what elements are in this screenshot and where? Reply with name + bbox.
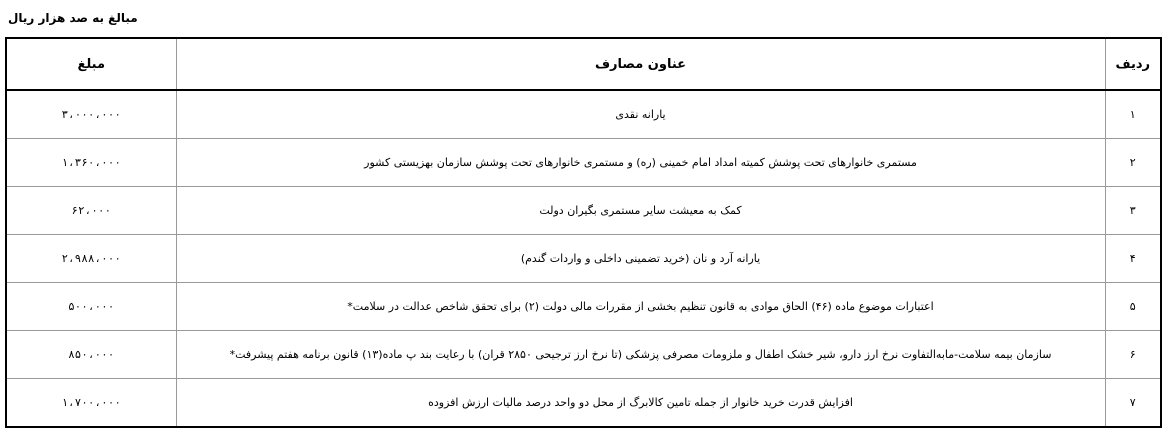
table-row (6, 283, 1161, 331)
header-title: عناون مصارف (176, 38, 1105, 90)
expenses-table (5, 37, 1162, 428)
row-index: ۵ (1105, 283, 1161, 331)
row-title: کمک به معیشت سایر مستمری بگیران دولت (176, 187, 1105, 235)
row-title: مستمری خانوارهای تحت پوشش کمیته امداد امام خمینی (ره) و مستمری خانوارهای تحت پوشش سازمان بهزیستی کشور (176, 139, 1105, 187)
row-index: ۶ (1105, 331, 1161, 379)
table-row (6, 187, 1161, 235)
row-amount: ۵۰۰،۰۰۰ (6, 283, 176, 331)
row-amount: ۳،۰۰۰،۰۰۰ (6, 90, 176, 139)
table-header-row (6, 38, 1161, 90)
header-index: ردیف (1105, 38, 1161, 90)
row-amount: ۱،۳۶۰،۰۰۰ (6, 139, 176, 187)
expenses-table-container (5, 37, 1162, 428)
row-index: ۷ (1105, 379, 1161, 428)
table-row (6, 90, 1161, 139)
row-title: افزایش قدرت خرید خانوار از جمله تامین کالابرگ از محل دو واحد درصد مالیات ارزش افزوده (176, 379, 1105, 428)
row-index: ۱ (1105, 90, 1161, 139)
row-title: اعتبارات موضوع ماده (۴۶) الحاق موادی به قانون تنظیم بخشی از مقررات مالی دولت (۲) برای تحقق شاخص عدالت در سلامت* (176, 283, 1105, 331)
table-row (6, 235, 1161, 283)
row-title: سازمان بیمه سلامت-مابه‌التفاوت نرخ ارز دارو، شیر خشک اطفال و ملزومات مصرفی پزشکی (تا نرخ ارز ترجیحی ۲۸۵۰ قران) با رعایت بند پ ماده(۱۳) قانون برنامه هفتم پیشرفت* (176, 331, 1105, 379)
row-amount: ۶۲،۰۰۰ (6, 187, 176, 235)
table-row (6, 139, 1161, 187)
table-row (6, 331, 1161, 379)
row-amount: ۸۵۰،۰۰۰ (6, 331, 176, 379)
row-amount: ۱،۷۰۰،۰۰۰ (6, 379, 176, 428)
row-index: ۳ (1105, 187, 1161, 235)
row-title: یارانه نقدی (176, 90, 1105, 139)
row-amount: ۲،۹۸۸،۰۰۰ (6, 235, 176, 283)
unit-note: مبالغ به صد هزار ریال (8, 11, 138, 25)
row-index: ۲ (1105, 139, 1161, 187)
row-index: ۴ (1105, 235, 1161, 283)
table-row (6, 379, 1161, 428)
header-amount: مبلغ (6, 38, 176, 90)
row-title: یارانه آرد و نان (خرید تضمینی داخلی و واردات گندم) (176, 235, 1105, 283)
